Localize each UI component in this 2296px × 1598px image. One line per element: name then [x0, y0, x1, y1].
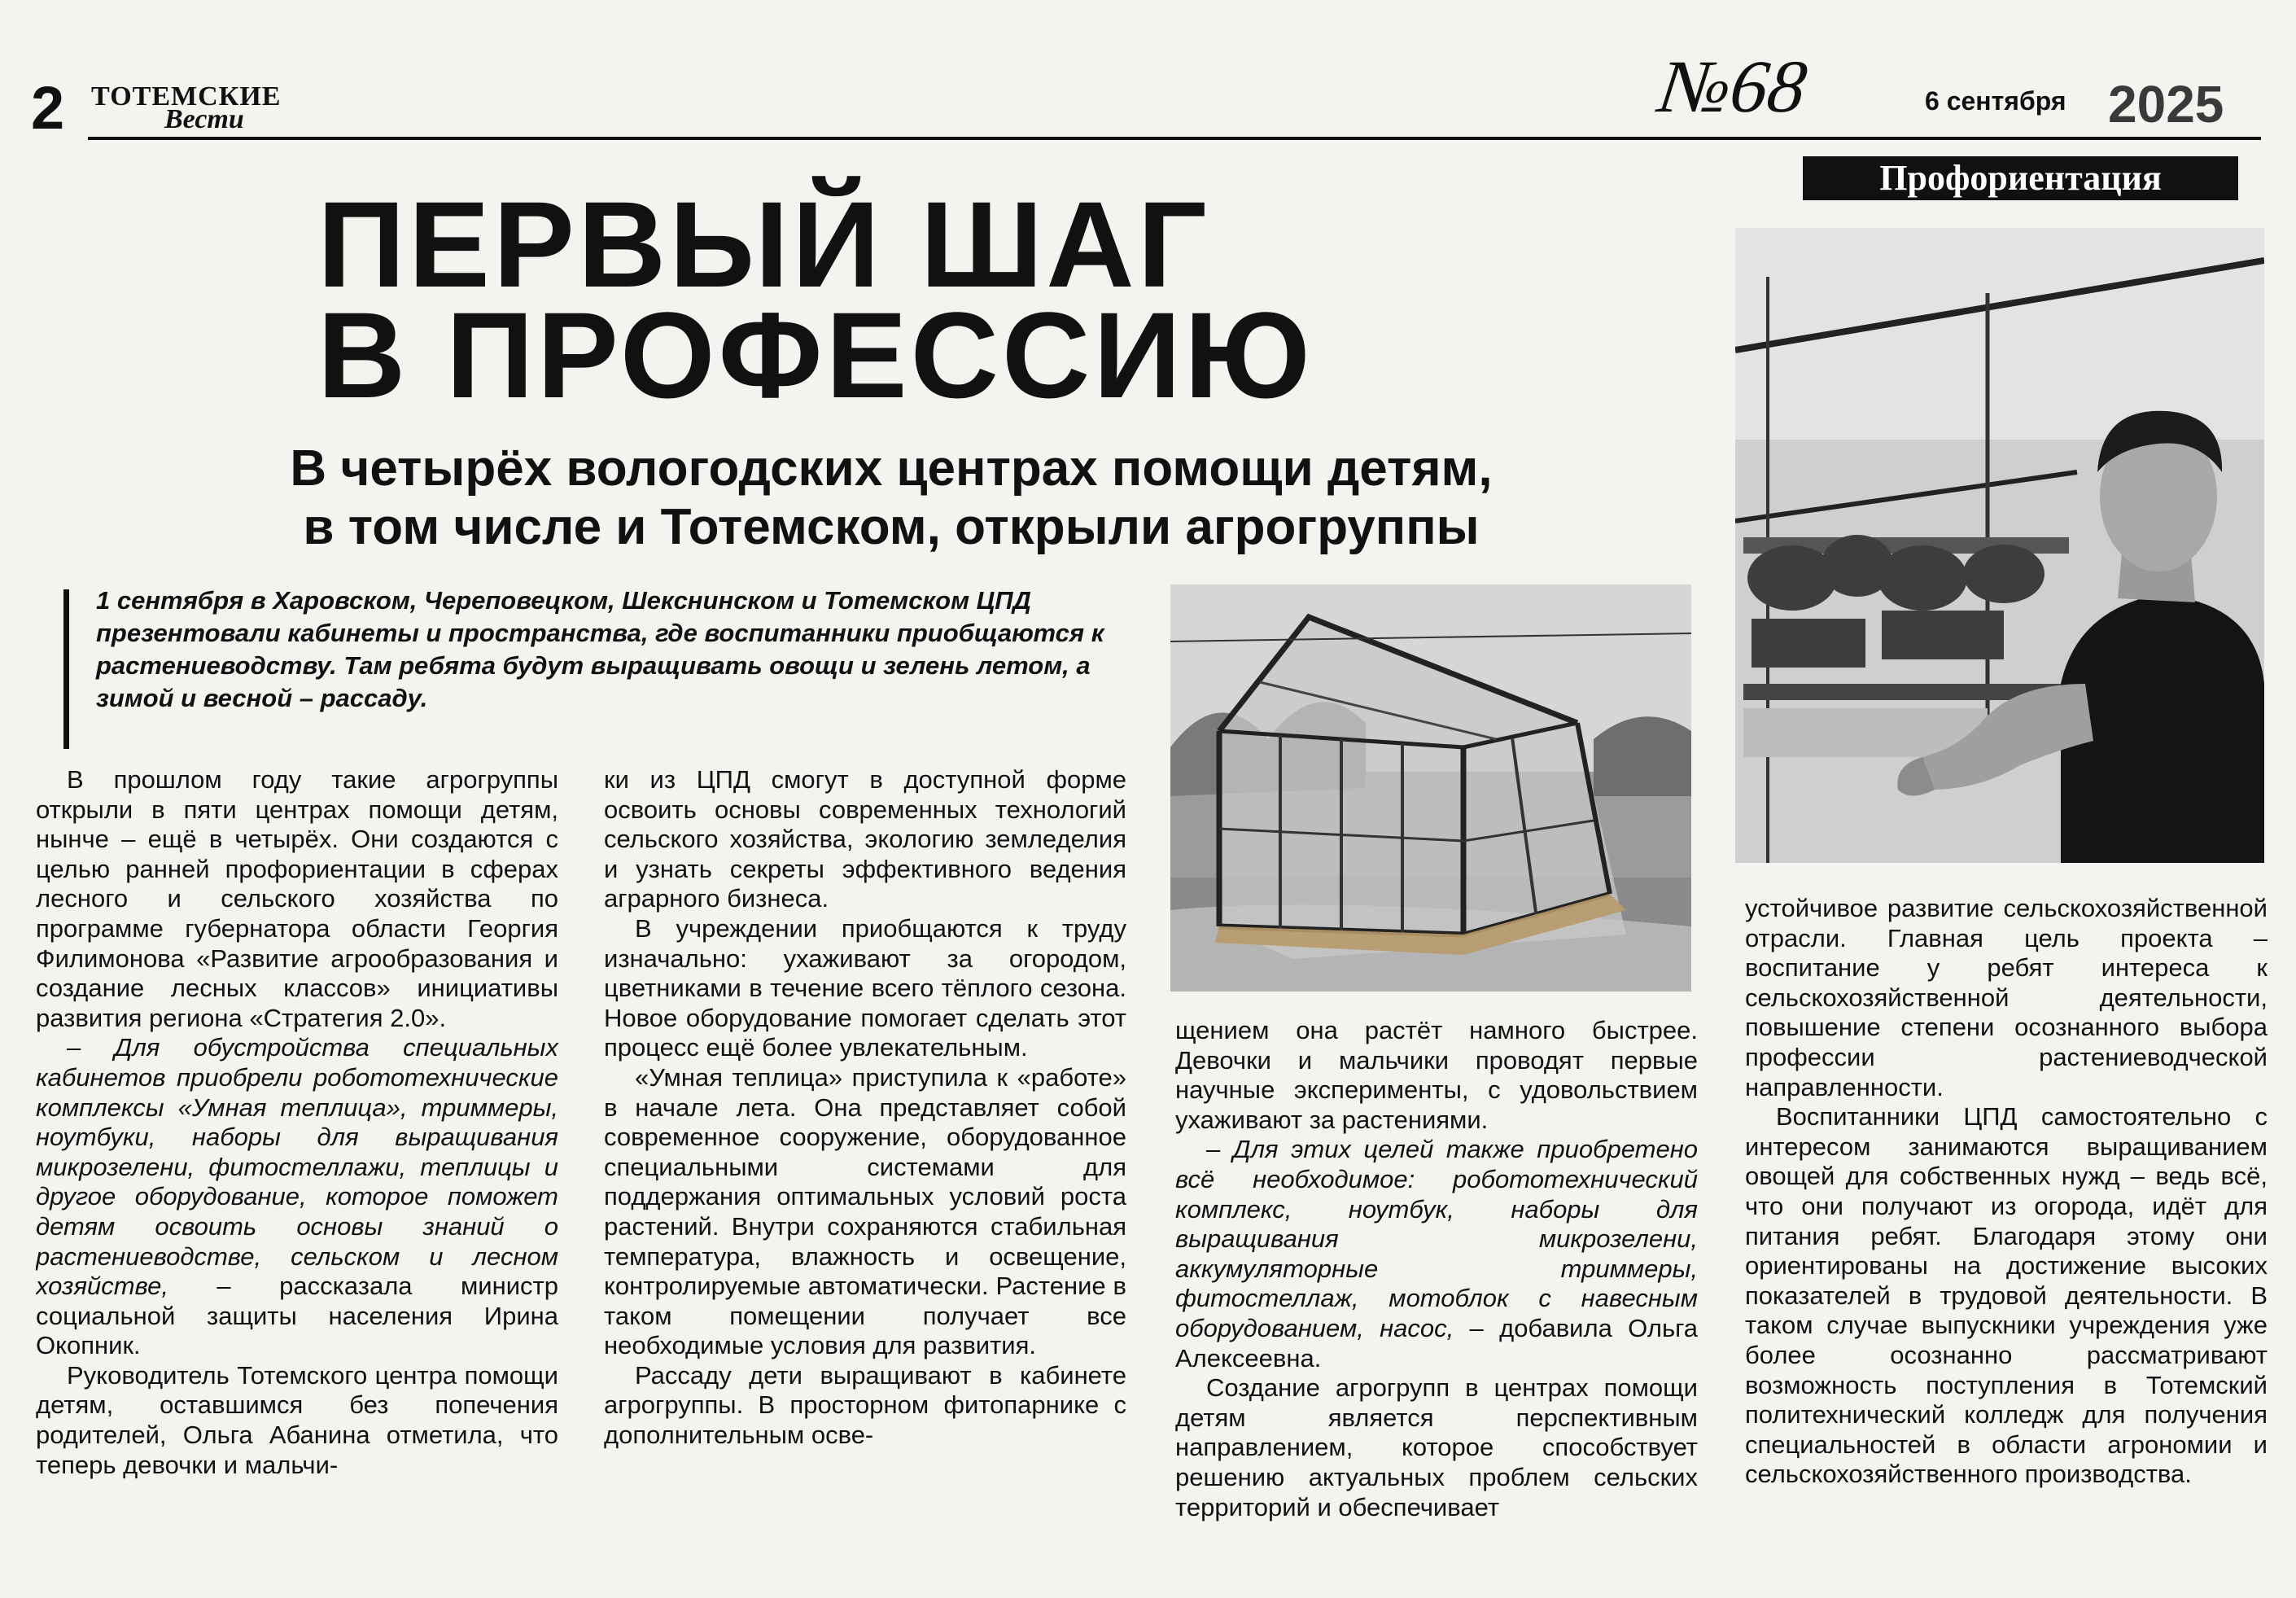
paragraph: ки из ЦПД смогут в доступной форме освоить основы современных технологий сельского хозяйства, экологию земледелия и узнать секреты эффективного ведения аграрного бизнеса. — [604, 765, 1126, 913]
paragraph: Руководитель Тотемского центра помощи детям, оставшимся без попечения родителей, Ольга Абанина отметила, что теперь девочки и мальчи- — [36, 1360, 558, 1479]
paragraph: Создание агрогрупп в центрах помощи детям является перспективным направлением, которое способствует решению актуальных проблем сельских территорий и обеспечивает — [1175, 1373, 1698, 1521]
paragraph: В прошлом году такие агрогруппы открыли в пяти центрах помощи детям, нынче – ещё в четырёх. Они создаются с целью ранней профориентации в сферах лесного и сельского хозяйства по программе губернатора области Георгия Филимонова «Развитие агрообразования и создание лесных классов» инициативы развития региона «Стратегия 2.0». — [36, 765, 558, 1032]
issue-date: 6 сентября — [1925, 86, 2066, 116]
quote-attribution: – рассказала министр социальной защиты населения Ирина Окопник. — [36, 1272, 558, 1360]
masthead-title-top: ТОТЕМСКИЕ — [91, 81, 282, 112]
paragraph: «Умная теплица» приступила к «работе» в начале лета. Она представляет собой современное сооружение, оборудованное специальными системами для поддержания оптимальных условий роста растений. Внутри сохраняются стабильная температура, влажность и освещение, контролируемые автоматически. Растение в таком помещении получает все необходимые условия для развития. — [604, 1062, 1126, 1360]
newspaper-masthead — [91, 81, 295, 132]
header-rule — [88, 137, 2261, 140]
headline-line-2: В ПРОФЕССИЮ — [317, 287, 1314, 423]
issue-number: №68 — [1654, 45, 1812, 128]
text-column-3 — [1175, 1016, 1698, 1583]
text-column-4 — [1745, 894, 2268, 1583]
article-subhead — [57, 440, 1725, 557]
article-headline — [317, 176, 1473, 423]
student-greenhouse-photo — [1735, 228, 2264, 863]
text-column-1 — [36, 765, 558, 1583]
paragraph: Воспитанники ЦПД самостоятельно с интересом занимаются выращиванием овощей для собственных нужд – ведь всё, что они получают из огорода, идёт для питания ребят. Благодаря этому они ориентированы на достижение высоких показателей в трудовой деятельности. В таком случае выпускники учреждения уже более осознанно рассматривают возможность поступления в Тотемский политехнический колледж для получения специальностей в области агрономии и сельскохозяйственного производства. — [1745, 1102, 2268, 1489]
paragraph: устойчивое развитие сельскохозяйственной отрасли. Главная цель проекта – воспитание у ребят интереса к сельскохозяйственной деятельности, повышение степени осознанного выбора профессии растениеводческой направленности. — [1745, 894, 2268, 1101]
subhead-line-2: в том числе и Тотемском, открыли агрогруппы — [303, 499, 1480, 555]
greenhouse-photo — [1170, 584, 1691, 992]
subhead-line-1: В четырёх вологодских центрах помощи детям, — [290, 440, 1493, 497]
paragraph: щением она растёт намного быстрее. Девочки и мальчики проводят первые научные эксперименты, с удовольствием ухаживают за растениями. — [1175, 1016, 1698, 1134]
paragraph: Рассаду дети выращивают в кабинете агрогруппы. В просторном фитопарнике с дополнительным осве- — [604, 1360, 1126, 1450]
headline-line-1: ПЕРВЫЙ ШАГ — [317, 176, 1210, 313]
page-number: 2 — [31, 74, 65, 142]
article-lead: 1 сентября в Харовском, Череповецком, Шекснинском и Тотемском ЦПД презентовали кабинеты и пространства, где воспитанники приобщаются к растениеводству. Там ребята будут выращивать овощи и зелень летом, а зимой и весной – рассаду. — [96, 586, 1104, 712]
section-rubric: Профориентация — [1803, 156, 2238, 200]
quote-paragraph — [1175, 1135, 1698, 1373]
masthead-title-bottom: Вести — [164, 104, 244, 134]
lead-bar — [63, 589, 69, 749]
quote-attribution: – добавила Ольга Алексеевна. — [1175, 1313, 1698, 1373]
quote-text: – Для обустройства специальных кабинетов приобрели робототехнические комплексы «Умная теплица», триммеры, ноутбуки, наборы для выращивания микрозелени, фитостеллажи, теплицы и другое оборудование, которое поможет детям освоить основы знаний о растениеводстве, сельском и лесном хозяйстве, — [36, 1033, 558, 1301]
issue-year: 2025 — [2108, 75, 2224, 134]
paragraph: В учреждении приобщаются к труду изначально: ухаживают за огородом, цветниками в течение всего тёплого сезона. Новое оборудование помогает сделать этот процесс ещё более увлекательным. — [604, 913, 1126, 1062]
quote-text: – Для этих целей также приобретено всё необходимое: робототехнический комплекс, ноутбук, наборы для выращивания микрозелени, аккумуляторные триммеры, фитостеллаж, мотоблок с навесным оборудованием, насос, — [1175, 1135, 1698, 1342]
text-column-2 — [604, 765, 1126, 1583]
quote-paragraph — [36, 1033, 558, 1361]
